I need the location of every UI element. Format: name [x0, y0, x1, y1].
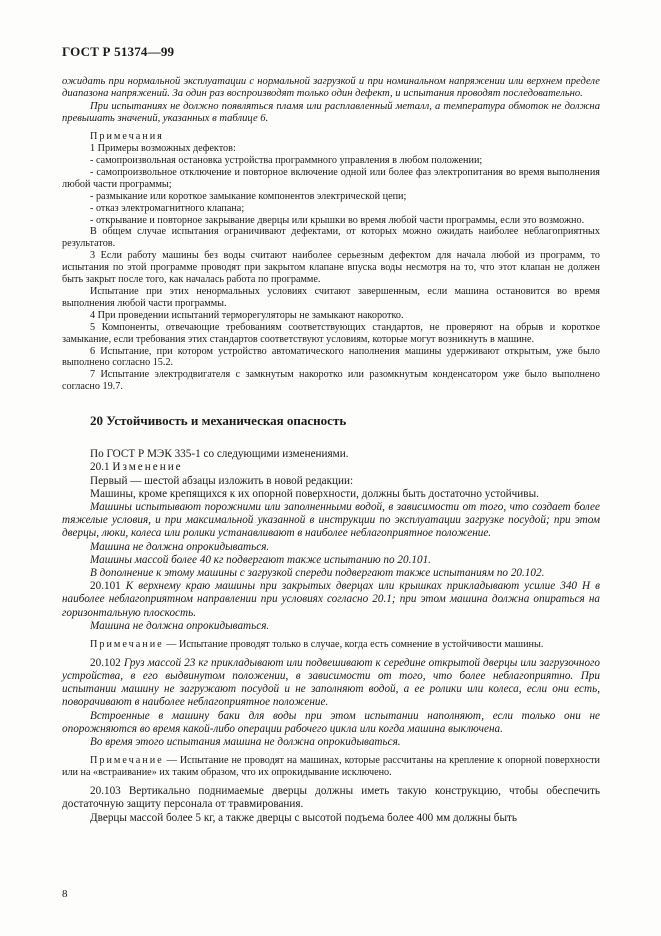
change-label: Изменение	[112, 461, 183, 474]
section-intro: По ГОСТ Р МЭК 335-1 со следующими изменениями.	[90, 448, 349, 461]
during-test: Во время этого испытания машина не должна опрокидываться.	[90, 736, 401, 749]
note-1: 1 Примеры возможных дефектов:	[90, 143, 236, 155]
note-5: 5 Компоненты, отвечающие требованиям соответствующих стандартов, не проверяют на обрыв и короткое замыкание, если требования этих стандартов соответствуют условиям, которые могут возникнуть в машине.	[62, 321, 600, 345]
note-1-tail: В общем случае испытания ограничивают дефектами, от которых можно ожидать наиболее неблагоприятных результатов.	[62, 226, 600, 250]
no-tip-over: Машина не должна опрокидываться.	[90, 540, 270, 553]
note-text: — Испытание не проводят на машинах, которые рассчитаны на крепление к опорной поверхности или на «встраивание» их таким образом, что их опрокидывание исключено.	[62, 755, 600, 779]
note-1-item: - размыкание или короткое замыкание компонентов электрической цепи;	[90, 190, 407, 202]
clause-number: 20.101	[90, 580, 121, 593]
notes-heading: Примечания	[90, 131, 164, 143]
note-1-item: - самопроизвольное отключение и повторное включение одной или более фаз электропитания во время выполнения любой части программы;	[62, 166, 600, 190]
clause-number: 20.1	[90, 461, 110, 474]
note-label: Примечание	[90, 638, 164, 650]
clause-20-102	[62, 657, 600, 710]
clause-20-1-text: Первый — шестой абзацы изложить в новой редакции:	[90, 474, 354, 487]
note-stability	[62, 639, 600, 651]
page-number: 8	[62, 888, 68, 900]
clause-number: 20.102	[90, 656, 121, 669]
note-6: 6 Испытание, при котором устройство автоматического наполнения машины удерживают открытым, уже было выполнено согласно 15.2.	[62, 345, 600, 369]
built-in-tanks: Встроенные в машину баки для воды при этом испытании наполняют, если только они не опорожняются во время какой-либо операции рабочего цикла или когда машина выключена.	[62, 709, 600, 735]
note-label: Примечание	[90, 755, 164, 767]
clause-20-101-text: К верхнему краю машины при закрытых дверцах или крышках прикладывают усилие 340 Н в наиболее неблагоприятном направлении при условиях согласно 20.1; при этом машина должна опираться на горизонтальную плоскость.	[62, 580, 600, 619]
test-conditions: Машины испытывают порожними или заполненными водой, в зависимости от того, что создает более тяжелые условия, и при максимальной указанной в инструкции по эксплуатации загрузке посудой; при этом дверцы, люки, колеса или ролики устанавливают в наиболее неблагоприятное положение.	[62, 500, 600, 540]
paragraph-continued: ожидать при нормальной эксплуатации с нормальной загрузкой и при номинальном напряжении или верхнем пределе диапазона напряжений. За один раз воспроизводят только один дефект, и испытания проводят последовательно.	[62, 76, 600, 100]
note-7: 7 Испытание электродвигателя с замкнутым накоротко или разомкнутым конденсатором уже было выполнено согласно 19.7.	[62, 369, 600, 393]
note-built-in	[62, 755, 600, 779]
note-1-item: - отказ электромагнитного клапана;	[90, 202, 245, 214]
note-1-item: - открывание и повторное закрывание дверцы или крышки во время любой части программы, если это возможно.	[90, 214, 585, 226]
document-header: ГОСТ Р 51374—99	[62, 44, 175, 59]
section-title: 20 Устойчивость и механическая опасность	[90, 413, 347, 429]
front-loading: В дополнение к этому машины с загрузкой спереди подвергают также испытаниям по 20.102.	[90, 566, 545, 579]
clause-20-103: 20.103 Вертикально поднимаемые дверцы должны иметь такую конструкцию, чтобы обеспечить достаточную защиту персонала от травмирования.	[62, 785, 600, 811]
note-4: 4 При проведении испытаний терморегуляторы не замыкают накоротко.	[90, 309, 404, 321]
note-3: 3 Если работу машины без воды считают наиболее серьезным дефектом для начала любой из программ, то испытания по этой программе проводят при закрытом клапане впуска воды несмотря на то, что этот клапан не должен быть закрыт после того, как началась работа по программе.	[62, 250, 600, 286]
over-40kg: Машины массой более 40 кг подвергают также испытанию по 20.101.	[90, 553, 431, 566]
stability-requirement: Машины, кроме крепящихся к их опорной поверхности, должны быть достаточно устойчивы.	[90, 487, 539, 500]
note-1-item: - самопроизвольная остановка устройства программного управления в любом положении;	[90, 155, 483, 166]
notes-block	[62, 131, 600, 393]
note-text: — Испытание проводят только в случае, когда есть сомнение в устойчивости машины.	[163, 638, 544, 650]
clause-20-101	[62, 580, 600, 620]
doors-mass: Дверцы массой более 5 кг, а также дверцы с высотой подъема более 400 мм должны быть	[90, 811, 517, 824]
no-tip-over-2: Машина не должна опрокидываться.	[90, 619, 270, 632]
clause-20-102-text: Груз массой 23 кг прикладывают или подвешивают к середине открытой дверцы или загрузочного устройства, в его выдвинутом положении, в зависимости от того, что более неблагоприятно. При испытании машину не загружают посудой и не заполняют водой, а ее ролики или колеса, если они есть, поворачивают в наиболее неблагоприятное положение.	[62, 656, 600, 709]
paragraph-flame: При испытаниях не должно появляться пламя или расплавленный металл, а температура обмоток не должна превышать значений, указанных в таблице 6.	[62, 100, 600, 124]
note-3-tail: Испытание при этих ненормальных условиях считают завершенным, если машина остановится во время выполнения любой части программы.	[62, 285, 600, 309]
clause-20-1	[62, 461, 600, 474]
document-body	[62, 76, 600, 825]
